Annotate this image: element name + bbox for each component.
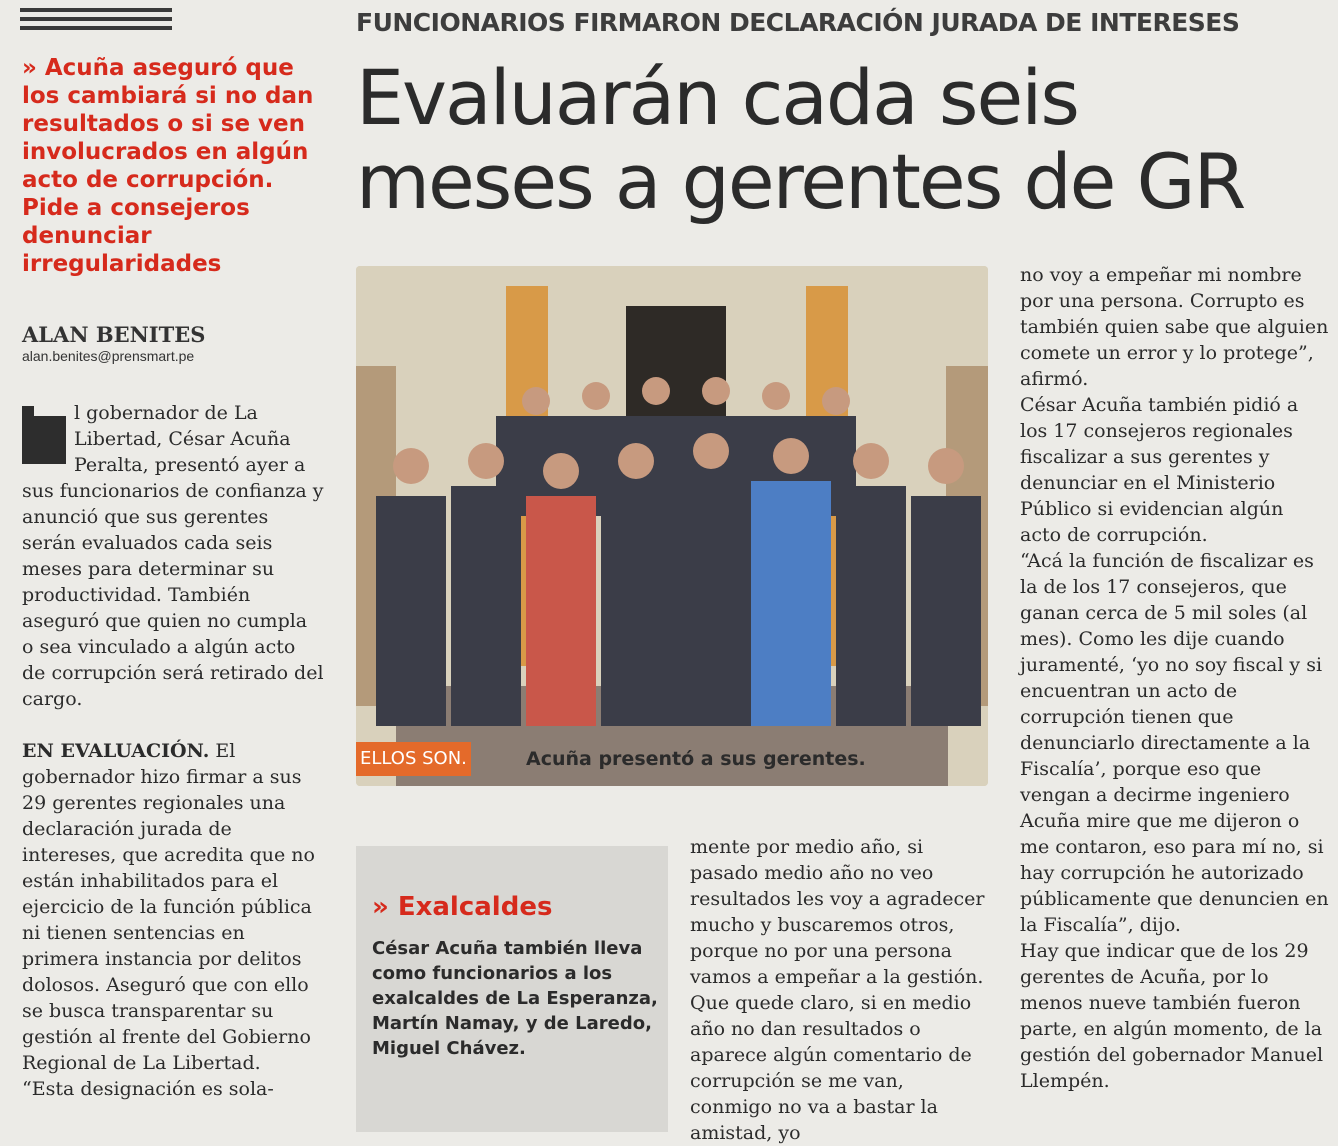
section-rule [20,8,172,35]
sidebar-title: » Exalcaldes [372,892,553,922]
caption-text: Acuña presentó a sus gerentes. [526,748,866,770]
dropcap-e-icon [22,406,66,464]
deck: » Acuña aseguró que los cambiará si no dan resultados o si se ven involucrados en algún acto de corrupción. Pide a consejeros denunciar irregularidades [22,55,314,277]
paragraph-4-2: César Acuña también pidió a los 17 consejeros regionales fiscalizar a sus gerentes y denunciar en el Ministerio Público si evidencian algún acto de corrupción. [1020,394,1299,546]
kicker: FUNCIONARIOS FIRMARON DECLARACIÓN JURADA DE INTERESES [356,8,1240,37]
paragraph-3: “Esta designación es sola- [22,1078,274,1100]
sidebar-body: César Acuña también lleva como funcionarios a los exalcaldes de La Esperanza, Martín Namay, y de Laredo, Miguel Chávez. [372,938,658,1059]
byline-author: ALAN BENITES [22,322,206,347]
subhead-lead: EN EVALUACIÓN. [22,740,210,762]
paragraph-2: El gobernador hizo firmar a sus 29 gerentes regionales una declaración jurada de intereses, que acredita que no están inhabilitados para el ejercicio de la función pública ni tienen sentencias en primera instancia por delitos dolosos. Aseguró que con ello se busca transparentar su gestión al frente del Gobierno Regional de La Libertad. [22,740,315,1074]
caption-tag: ELLOS SON. [356,742,471,776]
photo-caption [356,742,988,778]
paragraph-1: l gobernador de La Libertad, César Acuña Peralta, presentó ayer a sus funcionarios de confianza y anunció que sus gerentes serán evaluados cada seis meses para determinar su productividad. También aseguró que quien no cumpla o sea vinculado a algún acto de corrupción será retirado del cargo. [22,402,324,710]
sidebar-box [356,846,668,1132]
article-column-3: mente por medio año, si pasado medio año no veo resultados les voy a agradecer mucho y buscaremos otros, porque no por una persona vamos a empeñar a la gestión. Que quede claro, si en medio año no dan resultados o aparece algún comentario de corrupción se me van, conmigo no va a bastar la amistad, yo [690,836,985,1144]
paragraph-4-3: “Acá la función de fiscalizar es la de los 17 consejeros, que ganan cerca de 5 mil soles (al mes). Como les dije cuando juramenté, ‘yo no soy fiscal y si encuentran un acto de corrupción tienen que denunciarlo directamente a la Fiscalía’, porque eso que vengan a decirme ingeniero Acuña mire que me dijeron o me contaron, eso para mí no, si hay corrupción he autorizado públicamente que denuncien en la Fiscalía”, dijo. [1020,550,1329,936]
article-column-1 [22,400,324,1102]
headline: Evaluarán cada seis meses a gerentes de GR [356,53,1245,226]
paragraph-4-4: Hay que indicar que de los 29 gerentes de Acuña, por lo menos nueve también fueron parte, en algún momento, de la gestión del gobernador Manuel Llempén. [1020,940,1324,1092]
article-column-4 [1020,262,1330,1094]
paragraph-4-1: no voy a empeñar mi nombre por una persona. Corrupto es también quien sabe que alguien comete un error y lo protege”, afirmó. [1020,264,1329,390]
byline-email: alan.benites@prensmart.pe [22,348,195,364]
group-photo [356,266,988,786]
group-photo-illustration [356,266,988,786]
